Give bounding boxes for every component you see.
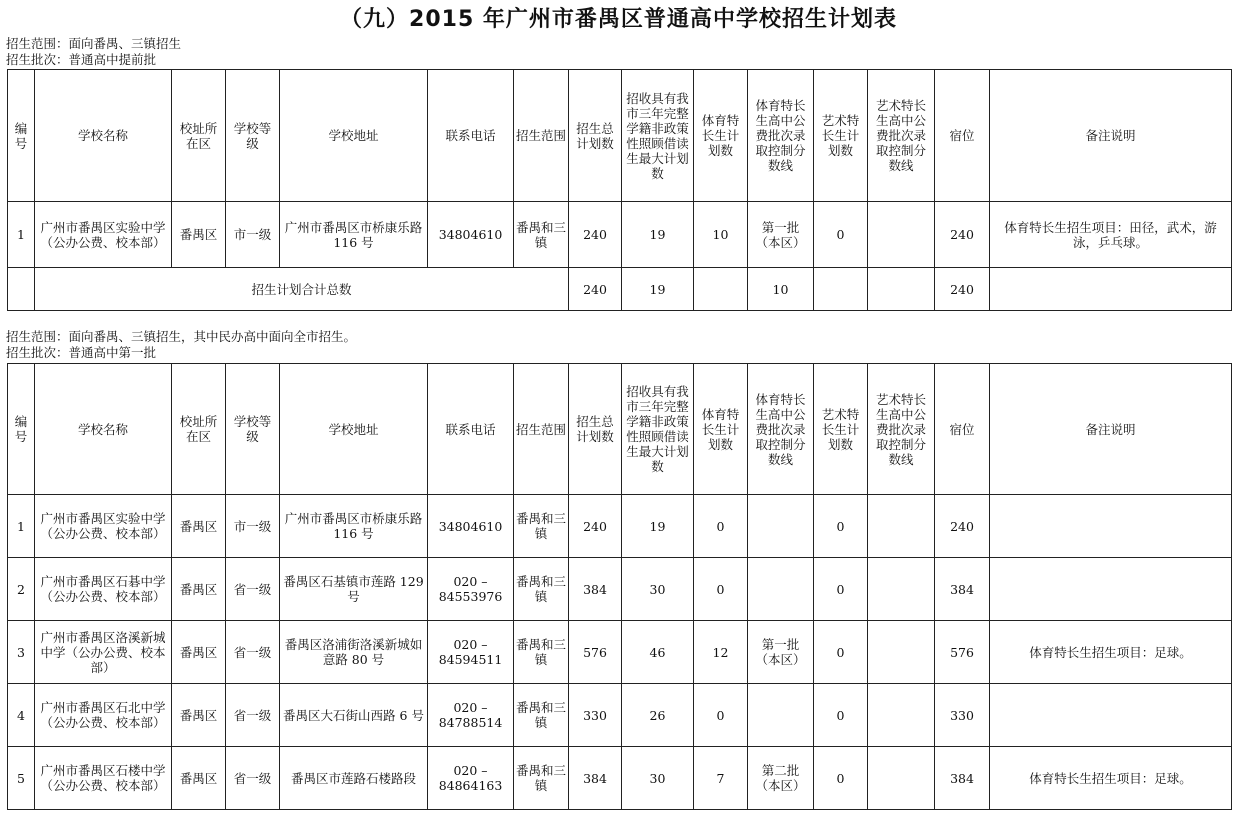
cell-note: 体育特长生招生项目：足球。 [990,621,1232,684]
cell-district: 番禺区 [172,558,226,621]
cell-sport: 0 [694,558,748,621]
summary-row [8,268,1232,311]
cell-art-line [868,558,935,621]
header-level: 学校等级 [226,70,280,202]
cell-max: 26 [622,684,694,747]
cell-sport-line [748,495,814,558]
cell-beds: 240 [935,495,990,558]
header-total: 招生总计划数 [569,364,622,495]
cell-sport-line: 第一批（本区） [748,621,814,684]
cell-note [990,684,1232,747]
header-max-plan: 招收具有我市三年完整学籍非政策性照顾借读生最大计划数 [622,70,694,202]
header-sport-plan: 体育特长生计划数 [694,70,748,202]
header-no: 编号 [8,364,35,495]
cell-district: 番禺区 [172,684,226,747]
cell-district: 番禺区 [172,747,226,810]
header-no: 编号 [8,70,35,202]
header-notes: 备注说明 [990,364,1232,495]
header-district: 校址所在区 [172,364,226,495]
cell-district: 番禺区 [172,202,226,268]
cell-note [990,558,1232,621]
header-address: 学校地址 [280,70,428,202]
cell-sport-line: 第一批（本区） [748,202,814,268]
summary-blank [8,268,35,311]
cell-level: 市一级 [226,495,280,558]
cell-no: 2 [8,558,35,621]
table-row [8,495,1232,558]
cell-total: 330 [569,684,622,747]
cell-level: 省一级 [226,747,280,810]
cell-beds: 240 [935,202,990,268]
cell-address: 广州市番禺区市桥康乐路 116 号 [280,202,428,268]
cell-note [990,495,1232,558]
cell-phone: 020 – 84553976 [428,558,514,621]
summary-total: 240 [569,268,622,311]
cell-beds: 330 [935,684,990,747]
cell-sport-line [748,684,814,747]
cell-art-line [868,202,935,268]
header-range: 招生范围 [514,70,569,202]
header-phone: 联系电话 [428,70,514,202]
cell-art: 0 [814,684,868,747]
header-total: 招生总计划数 [569,70,622,202]
header-art-line: 艺术特长生高中公费批次录取控制分数线 [868,364,935,495]
section1-scope: 招生范围：面向番禺、三镇招生 [6,36,182,51]
cell-art-line [868,684,935,747]
cell-address: 番禺区石基镇市莲路 129 号 [280,558,428,621]
header-art-plan: 艺术特长生计划数 [814,70,868,202]
section2-table [7,363,1232,810]
cell-total: 384 [569,558,622,621]
cell-note: 体育特长生招生项目：田径，武术，游泳，乒乓球。 [990,202,1232,268]
cell-sport-line [748,558,814,621]
cell-note: 体育特长生招生项目：足球。 [990,747,1232,810]
header-art-plan: 艺术特长生计划数 [814,364,868,495]
cell-range: 番禺和三镇 [514,621,569,684]
section2-batch: 招生批次：普通高中第一批 [6,345,157,360]
summary-blank [694,268,748,311]
summary-beds: 240 [935,268,990,311]
cell-range: 番禺和三镇 [514,202,569,268]
cell-name: 广州市番禺区石北中学（公办公费、校本部） [35,684,172,747]
table-row [8,621,1232,684]
cell-sport: 7 [694,747,748,810]
cell-level: 省一级 [226,684,280,747]
table-row [8,684,1232,747]
cell-level: 市一级 [226,202,280,268]
cell-address: 番禺区市莲路石楼路段 [280,747,428,810]
cell-phone: 020 – 84864163 [428,747,514,810]
header-school-name: 学校名称 [35,364,172,495]
cell-no: 3 [8,621,35,684]
summary-blank [990,268,1232,311]
summary-blank [868,268,935,311]
header-district: 校址所在区 [172,70,226,202]
cell-phone: 34804610 [428,202,514,268]
table-row [8,747,1232,810]
section1-batch: 招生批次：普通高中提前批 [6,52,157,67]
cell-art-line [868,495,935,558]
cell-name: 广州市番禺区实验中学（公办公费、校本部） [35,202,172,268]
cell-max: 30 [622,558,694,621]
cell-beds: 384 [935,558,990,621]
header-level: 学校等级 [226,364,280,495]
cell-name: 广州市番禺区石碁中学（公办公费、校本部） [35,558,172,621]
section2-scope: 招生范围：面向番禺、三镇招生，其中民办高中面向全市招生。 [6,329,357,344]
cell-total: 240 [569,495,622,558]
cell-art: 0 [814,495,868,558]
header-sport-plan: 体育特长生计划数 [694,364,748,495]
header-school-name: 学校名称 [35,70,172,202]
cell-sport: 12 [694,621,748,684]
cell-sport: 10 [694,202,748,268]
table-row [8,202,1232,268]
summary-sport-line: 10 [748,268,814,311]
cell-address: 广州市番禺区市桥康乐路 116 号 [280,495,428,558]
cell-art-line [868,747,935,810]
cell-range: 番禺和三镇 [514,684,569,747]
cell-phone: 34804610 [428,495,514,558]
header-sport-line: 体育特长生高中公费批次录取控制分数线 [748,70,814,202]
cell-name: 广州市番禺区洛溪新城中学（公办公费、校本部） [35,621,172,684]
cell-max: 30 [622,747,694,810]
cell-max: 19 [622,495,694,558]
header-range: 招生范围 [514,364,569,495]
cell-art: 0 [814,558,868,621]
cell-phone: 020 – 84788514 [428,684,514,747]
cell-max: 46 [622,621,694,684]
cell-art: 0 [814,621,868,684]
cell-district: 番禺区 [172,621,226,684]
cell-address: 番禺区大石街山西路 6 号 [280,684,428,747]
cell-range: 番禺和三镇 [514,747,569,810]
cell-phone: 020 – 84594511 [428,621,514,684]
cell-art: 0 [814,202,868,268]
cell-level: 省一级 [226,558,280,621]
header-beds: 宿位 [935,70,990,202]
header-address: 学校地址 [280,364,428,495]
cell-level: 省一级 [226,621,280,684]
cell-total: 384 [569,747,622,810]
cell-range: 番禺和三镇 [514,495,569,558]
header-notes: 备注说明 [990,70,1232,202]
header-beds: 宿位 [935,364,990,495]
cell-no: 5 [8,747,35,810]
section1-table [7,69,1232,311]
cell-sport: 0 [694,495,748,558]
summary-max: 19 [622,268,694,311]
cell-district: 番禺区 [172,495,226,558]
cell-name: 广州市番禺区石楼中学（公办公费、校本部） [35,747,172,810]
cell-max: 19 [622,202,694,268]
cell-sport: 0 [694,684,748,747]
cell-art: 0 [814,747,868,810]
cell-range: 番禺和三镇 [514,558,569,621]
cell-sport-line: 第二批（本区） [748,747,814,810]
cell-no: 1 [8,495,35,558]
header-max-plan: 招收具有我市三年完整学籍非政策性照顾借读生最大计划数 [622,364,694,495]
header-art-line: 艺术特长生高中公费批次录取控制分数线 [868,70,935,202]
header-phone: 联系电话 [428,364,514,495]
cell-name: 广州市番禺区实验中学（公办公费、校本部） [35,495,172,558]
header-sport-line: 体育特长生高中公费批次录取控制分数线 [748,364,814,495]
page-title: （九）2015 年广州市番禺区普通高中学校招生计划表 [340,7,897,32]
cell-total: 576 [569,621,622,684]
cell-address: 番禺区洛浦街洛溪新城如意路 80 号 [280,621,428,684]
summary-label: 招生计划合计总数 [35,268,569,311]
cell-total: 240 [569,202,622,268]
cell-beds: 384 [935,747,990,810]
cell-no: 4 [8,684,35,747]
cell-no: 1 [8,202,35,268]
summary-blank [814,268,868,311]
table-row [8,558,1232,621]
cell-beds: 576 [935,621,990,684]
cell-art-line [868,621,935,684]
